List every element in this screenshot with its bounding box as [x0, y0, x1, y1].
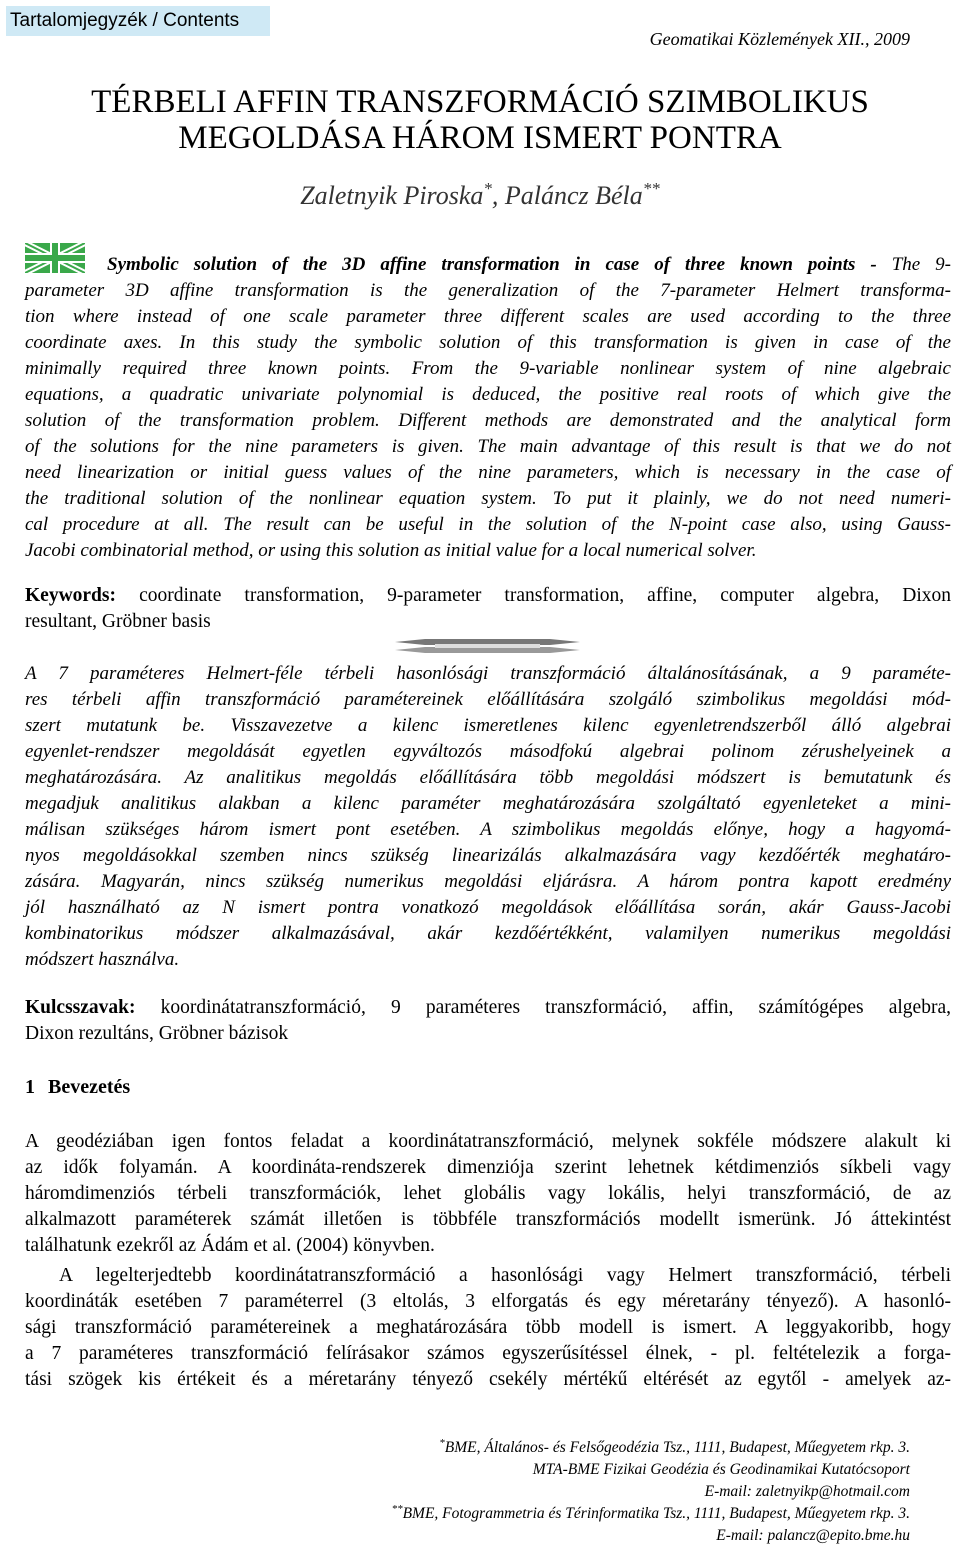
footnote-1-mark: *	[439, 1437, 445, 1449]
authors	[0, 181, 960, 211]
abstract-en-line: parameter 3D affine transformation is the generalization of the 7-parameter Helmert transforma-	[25, 280, 951, 301]
abstract-hu-line: A 7 paraméteres Helmert-féle térbeli hasonlósági transzformáció általánosításának, a 9 paraméte-	[25, 663, 951, 684]
abstract-hu-line: egyenlet-rendszer megoldását egyetlen egyváltozós másodfokú algebrai polinom zérushelyeinek a	[25, 741, 951, 762]
body-paragraph-2	[25, 1263, 951, 1393]
abstract-hu-line: málisan szükséges három ismert pont esetében. A szimbolikus megoldás előnye, hogy a hagyomá-	[25, 819, 951, 840]
abstract-hu-line: nyos megoldásokkal szemben nincs szükség linearizálás alkalmazására vagy kezdőérték meghatáro-	[25, 845, 951, 866]
section-divider	[395, 638, 580, 654]
footnote-1-email: E-mail: zaletnyikp@hotmail.com	[704, 1483, 910, 1500]
abstract-en-first: The 9-	[891, 254, 951, 275]
section-title: Bevezetés	[48, 1076, 131, 1098]
author-sep: ,	[491, 181, 505, 210]
keywords-en-label: Keywords:	[25, 585, 116, 606]
abstract-hu-line: jól használható az N ismert pontra vonatkozó megoldások előállítása során, akár Gauss-Jacobi	[25, 897, 951, 918]
footnote-1-text: BME, Általános- és Felsőgeodézia Tsz., 1111, Budapest, Műegyetem rkp. 3.	[444, 1439, 910, 1456]
footnote-2-text: BME, Fotogrammetria és Térinformatika Tsz., 1111, Budapest, Műegyetem rkp. 3.	[402, 1505, 910, 1522]
abstract-en-line: equations, a quadratic univariate polynomial is deduced, the positive real roots of which give the	[25, 384, 951, 405]
abstract-en-line: tion where instead of one scale parameter three different scales are used according to the three	[25, 306, 951, 327]
paper-title-line-2: MEGOLDÁSA HÁROM ISMERT PONTRA	[178, 120, 782, 156]
abstract-hu-line: meghatározására. Az analitikus megoldás előállítására több megoldási módszert is bemutatunk és	[25, 767, 951, 788]
abstract-en-line: solution of the transformation problem. Different methods are demonstrated and the analytical form	[25, 410, 951, 431]
body-line: A geodéziában igen fontos feladat a koordinátatranszformáció, melynek sokféle módszere alakult ki	[25, 1131, 951, 1152]
abstract-hu-line: kombinatorikus módszer alkalmazásával, akár kezdőértékként, valamilyen numerikus megoldási	[25, 923, 951, 944]
abstract-en-line: minimally required three known points. From the 9-variable nonlinear system of nine algebraic	[25, 358, 951, 379]
author-2-mark: **	[642, 179, 660, 198]
abstract-hu-line: megadjuk analitikus alakban a kilenc paraméter meghatározására szolgáltató egyenleteket a mini-	[25, 793, 951, 814]
paper-title-line-1: TÉRBELI AFFIN TRANSZFORMÁCIÓ SZIMBOLIKUS	[91, 84, 869, 120]
body-line: alkalmazott paraméterek számát illetően is többféle transzformációs modellt ismerünk. Jó áttekintést	[25, 1209, 951, 1230]
abstract-hu-line: szert mutatunk be. Visszavezetve a kilenc ismeretlenes kilenc egyenletrendszerből álló algebrai	[25, 715, 951, 736]
keywords-en-line: resultant, Gröbner basis	[25, 611, 211, 632]
body-line: háromdimenziós térbeli transzformációk, lehet globális vagy lokális, helyi transzformáció, de az	[25, 1183, 951, 1204]
footnote-2-mark: **	[391, 1503, 403, 1515]
keywords-hu-label: Kulcsszavak:	[25, 997, 136, 1018]
body-paragraph-1	[25, 1129, 951, 1259]
keywords-hu	[25, 995, 951, 1047]
keywords-hu-line: Dixon rezultáns, Gröbner bázisok	[25, 1023, 289, 1044]
abstract-hu-line: zására. Magyarán, nincs szükség numerikus megoldási eljárásra. A három pontra kapott eredmény	[25, 871, 951, 892]
keywords-en-line	[25, 583, 951, 609]
abstract-en-line: need linearization or initial guess values of the nine parameters, which is necessary in the case of	[25, 462, 951, 483]
keywords-hu-line	[25, 995, 951, 1021]
abstract-en	[25, 252, 951, 564]
abstract-en-line: Jacobi combinatorial method, or using this solution as initial value for a local numerical solver.	[25, 540, 757, 561]
abstract-en-line: the traditional solution of the nonlinear equation system. To put it plainly, we do not need numeri-	[25, 488, 951, 509]
section-heading	[25, 1076, 130, 1099]
body-line: A legelterjedtebb koordinátatranszformáció a hasonlósági vagy Helmert transzformáció, térbeli	[59, 1265, 951, 1286]
footnote-2-email: E-mail: palancz@epito.bme.hu	[716, 1527, 910, 1544]
abstract-hu	[25, 661, 951, 973]
footnotes	[210, 1437, 910, 1547]
author-2: Paláncz Béla	[504, 181, 643, 210]
body-line: sági transzformáció paramétereinek a meghatározására több modell is ismert. A leggyakoribb, hogy	[25, 1317, 951, 1338]
abstract-en-line	[25, 252, 951, 278]
journal-header: Geomatikai Közlemények XII., 2009	[649, 29, 910, 49]
abstract-en-line: of the solutions for the nine parameters is given. The main advantage of this result is that we do not	[25, 436, 951, 457]
keywords-hu-text: koordinátatranszformáció, 9 paraméteres transzformáció, affin, számítógépes algebra,	[135, 997, 951, 1018]
abstract-hu-line: res térbeli affin transzformáció paramétereinek előállítására szolgáló szimbolikus megoldási mód-	[25, 689, 951, 710]
author-1: Zaletnyik Piroska	[300, 181, 484, 210]
body-line: találhatunk ezekről az Ádám et al. (2004) könyvben.	[25, 1235, 435, 1256]
body-line: tási szögek kis értékeit és a méretarány tényező csekély mértékű eltérését az egytől - amelyek az-	[25, 1369, 951, 1390]
author-1-mark: *	[483, 179, 492, 198]
body-line: az idők folyamán. A koordináta-rendszerek dimenziója szerint lehetnek kétdimenziós síkbeli vagy	[25, 1157, 951, 1178]
footnote-1	[210, 1437, 910, 1459]
footnote-1-affiliation: MTA-BME Fizikai Geodézia és Geodinamikai Kutatócsoport	[532, 1461, 910, 1478]
abstract-hu-line: módszert használva.	[25, 949, 180, 970]
body-line: koordináták esetében 7 paraméterrel (3 eltolás, 3 elforgatás és egy méretarány tényező). A hasonló-	[25, 1291, 951, 1312]
keywords-en	[25, 583, 951, 635]
footnote-2	[210, 1503, 910, 1525]
keywords-en-text: coordinate transformation, 9-parameter transformation, affine, computer algebra, Dixon	[116, 585, 951, 606]
toc-link[interactable]: Tartalomjegyzék / Contents	[6, 6, 270, 36]
abstract-en-line: cal procedure at all. The result can be useful in the solution of the N-point case also, using Gauss-	[25, 514, 951, 535]
body-line: a 7 paraméteres transzformáció felírásakor számos egyszerűsítéssel élnek, - pl. feltételezik a forga-	[25, 1343, 951, 1364]
section-number: 1	[25, 1076, 35, 1098]
abstract-en-line: coordinate axes. In this study the symbolic solution of this transformation is given in case of the	[25, 332, 951, 353]
abstract-en-lead: Symbolic solution of the 3D affine transformation in case of three known points -	[107, 254, 892, 275]
